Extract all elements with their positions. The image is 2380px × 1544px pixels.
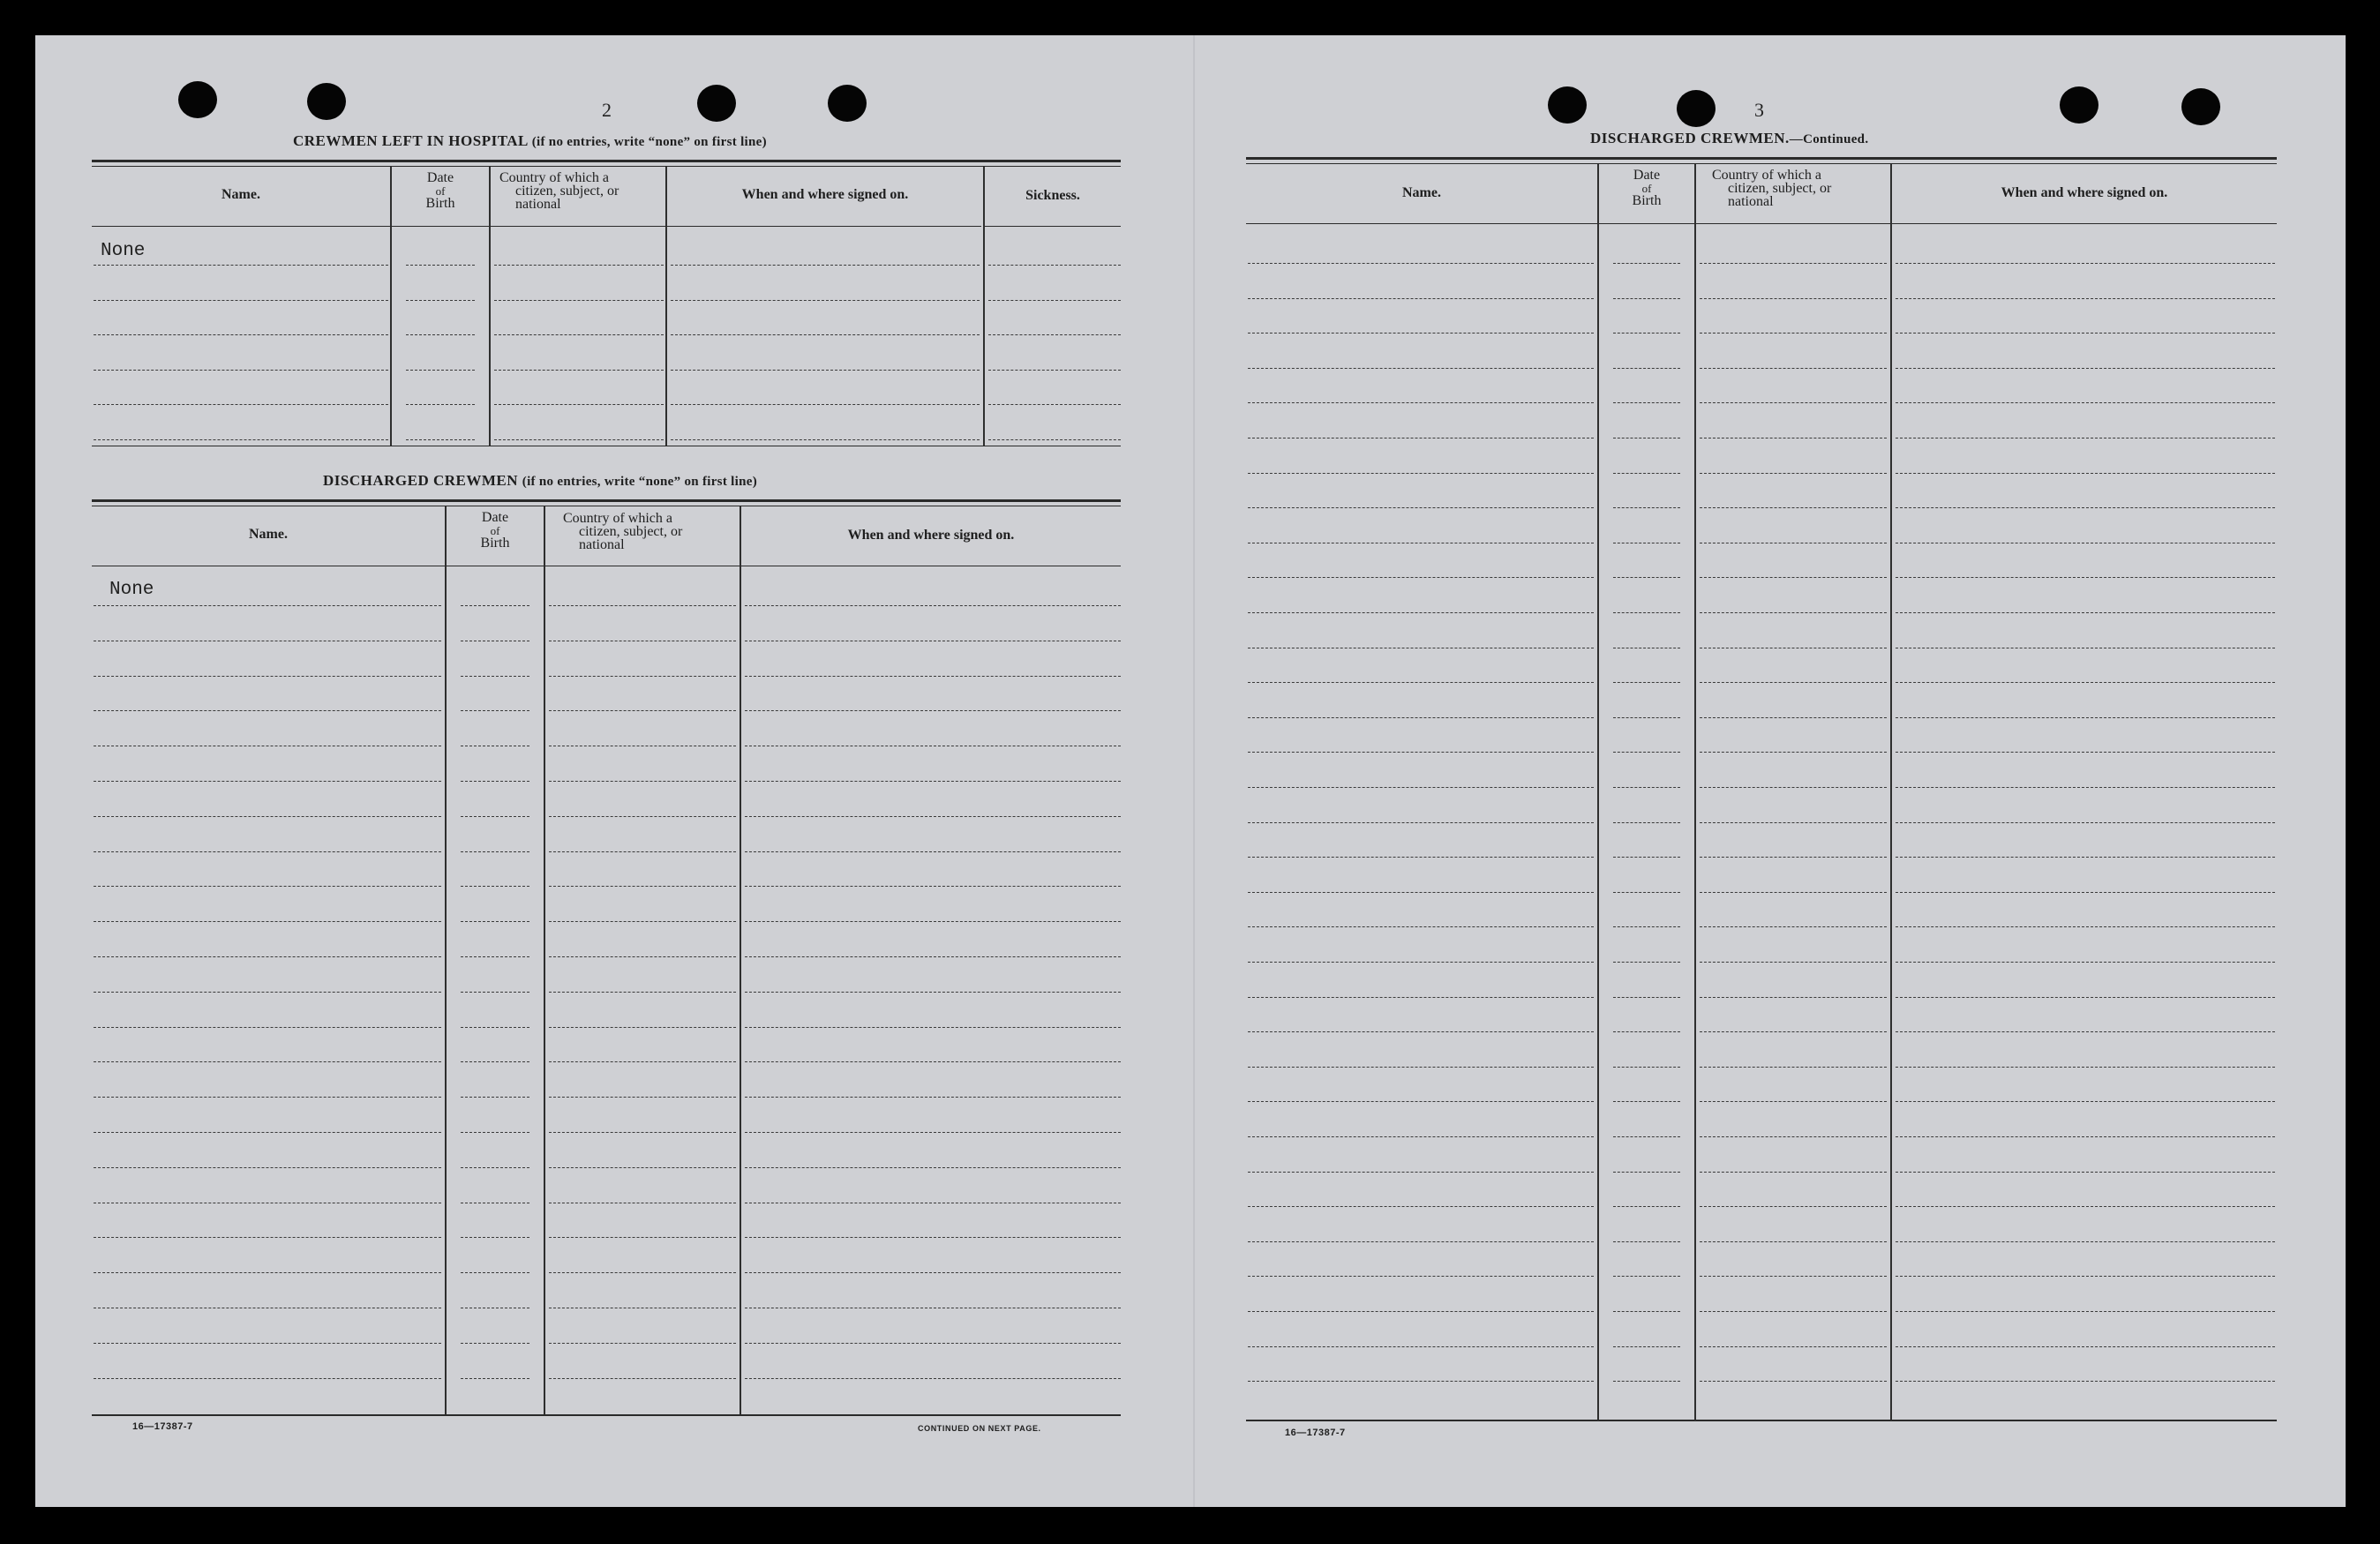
- column-header-name: Name.: [249, 527, 288, 542]
- column-header-signed: When and where signed on.: [2001, 185, 2168, 200]
- ruled-line: [1248, 892, 1594, 893]
- ruled-line: [1613, 402, 1680, 403]
- ruled-line: [461, 956, 529, 957]
- ruled-line: [1613, 962, 1680, 963]
- ruled-line: [1700, 1276, 1887, 1277]
- ruled-line: [94, 921, 441, 922]
- section-instruction: (if no entries, write “none” on first line): [531, 135, 767, 149]
- ruled-line: [1700, 787, 1887, 788]
- ruled-line: [1248, 822, 1594, 823]
- ruled-line: [1700, 333, 1887, 334]
- ruled-line: [1896, 1172, 2275, 1173]
- ruled-line: [549, 1097, 736, 1098]
- ruled-line: [1700, 507, 1887, 508]
- ruled-line: [745, 1097, 1121, 1098]
- ruled-line: [1700, 822, 1887, 823]
- ruled-line: [1896, 1311, 2275, 1312]
- ruled-line: [1700, 892, 1887, 893]
- ruled-line: [494, 265, 664, 266]
- page-fold: [1193, 35, 1195, 1507]
- ruled-line: [1248, 1206, 1594, 1207]
- punch-hole: [1548, 86, 1587, 124]
- ruled-line: [745, 1343, 1121, 1344]
- ruled-line: [1896, 507, 2275, 508]
- ruled-line: [1896, 926, 2275, 927]
- ruled-line: [1613, 926, 1680, 927]
- ruled-line: [1896, 473, 2275, 474]
- ruled-line: [1613, 473, 1680, 474]
- ruled-line: [1896, 822, 2275, 823]
- ruled-line: [988, 334, 1121, 335]
- ruled-line: [1700, 1136, 1887, 1137]
- ruled-line: [549, 851, 736, 852]
- ruled-line: [671, 439, 980, 440]
- ruled-line: [1248, 787, 1594, 788]
- ruled-line: [1248, 1067, 1594, 1068]
- ruled-line: [1248, 1136, 1594, 1137]
- ruled-line: [94, 781, 441, 782]
- ruled-line: [1896, 717, 2275, 718]
- punch-hole: [2060, 86, 2098, 124]
- document-sheet: [35, 35, 2346, 1507]
- ruled-line: [745, 781, 1121, 782]
- ruled-line: [1613, 857, 1680, 858]
- ruled-line: [406, 439, 475, 440]
- ruled-line: [1248, 717, 1594, 718]
- ruled-line: [745, 886, 1121, 887]
- ruled-line: [1613, 822, 1680, 823]
- column-header-name: Name.: [1402, 185, 1441, 200]
- ruled-line: [94, 404, 388, 405]
- column-header-country: Country of which a citizen, subject, or national: [563, 511, 683, 552]
- punch-hole: [1677, 90, 1716, 127]
- ruled-line: [461, 710, 529, 711]
- ruled-line: [461, 1237, 529, 1238]
- section-title-discharged: [323, 472, 757, 490]
- ruled-line: [1896, 1101, 2275, 1102]
- ruled-line: [94, 1343, 441, 1344]
- ruled-line: [461, 886, 529, 887]
- ruled-line: [745, 1027, 1121, 1028]
- ruled-line: [1896, 402, 2275, 403]
- ruled-line: [745, 1237, 1121, 1238]
- ruled-line: [1896, 682, 2275, 683]
- ruled-line: [549, 781, 736, 782]
- ruled-line: [671, 334, 980, 335]
- ruled-line: [1248, 857, 1594, 858]
- ruled-line: [1613, 787, 1680, 788]
- ruled-line: [1700, 263, 1887, 264]
- ruled-line: [461, 605, 529, 606]
- ruled-line: [1613, 997, 1680, 998]
- ruled-line: [549, 1061, 736, 1062]
- ruled-line: [1613, 612, 1680, 613]
- continued-note: CONTINUED ON NEXT PAGE.: [918, 1424, 1041, 1433]
- ruled-line: [1896, 1276, 2275, 1277]
- ruled-line: [1896, 1031, 2275, 1032]
- section-title-text: DISCHARGED CREWMEN: [323, 472, 519, 489]
- ruled-line: [1613, 717, 1680, 718]
- ruled-line: [94, 676, 441, 677]
- ruled-line: [1700, 1346, 1887, 1347]
- ruled-line: [461, 1097, 529, 1098]
- ruled-line: [94, 956, 441, 957]
- punch-hole: [178, 81, 217, 118]
- ruled-line: [94, 605, 441, 606]
- ruled-line: [94, 1132, 441, 1133]
- ruled-line: [1896, 333, 2275, 334]
- ruled-line: [1896, 962, 2275, 963]
- ruled-line: [94, 1097, 441, 1098]
- ruled-line: [549, 1132, 736, 1133]
- ruled-line: [671, 265, 980, 266]
- ruled-line: [1613, 1206, 1680, 1207]
- ruled-line: [1248, 263, 1594, 264]
- ruled-line: [1248, 1311, 1594, 1312]
- ruled-line: [1613, 1031, 1680, 1032]
- ruled-line: [94, 370, 388, 371]
- ruled-line: [745, 1167, 1121, 1168]
- table-entry-none: None: [109, 580, 154, 600]
- ruled-line: [1248, 368, 1594, 369]
- ruled-line: [745, 851, 1121, 852]
- ruled-line: [745, 710, 1121, 711]
- ruled-line: [1613, 1241, 1680, 1242]
- ruled-line: [1248, 1172, 1594, 1173]
- ruled-line: [461, 676, 529, 677]
- form-number: 16—17387-7: [132, 1421, 193, 1432]
- ruled-line: [1700, 577, 1887, 578]
- ruled-line: [1896, 612, 2275, 613]
- ruled-line: [1248, 962, 1594, 963]
- ruled-line: [549, 816, 736, 817]
- ruled-line: [1896, 263, 2275, 264]
- ruled-line: [745, 816, 1121, 817]
- ruled-line: [988, 370, 1121, 371]
- ruled-line: [549, 1343, 736, 1344]
- ruled-line: [1896, 298, 2275, 299]
- ruled-line: [1700, 1101, 1887, 1102]
- ruled-line: [1613, 507, 1680, 508]
- ruled-line: [461, 1027, 529, 1028]
- ruled-line: [1700, 1031, 1887, 1032]
- ruled-line: [1248, 1276, 1594, 1277]
- ruled-line: [1700, 1311, 1887, 1312]
- ruled-line: [1700, 997, 1887, 998]
- ruled-line: [1700, 612, 1887, 613]
- ruled-line: [1613, 1276, 1680, 1277]
- ruled-line: [745, 605, 1121, 606]
- ruled-line: [1700, 1381, 1887, 1382]
- ruled-line: [1896, 577, 2275, 578]
- ruled-line: [671, 370, 980, 371]
- column-header-name: Name.: [221, 187, 260, 202]
- ruled-line: [1613, 752, 1680, 753]
- ruled-line: [1700, 1206, 1887, 1207]
- ruled-line: [549, 921, 736, 922]
- ruled-line: [461, 781, 529, 782]
- ruled-line: [549, 605, 736, 606]
- section-instruction: (if no entries, write “none” on first line): [522, 475, 757, 489]
- ruled-line: [1248, 612, 1594, 613]
- ruled-line: [94, 334, 388, 335]
- ruled-line: [1613, 1172, 1680, 1173]
- ruled-line: [988, 404, 1121, 405]
- ruled-line: [494, 300, 664, 301]
- ruled-line: [1700, 1172, 1887, 1173]
- ruled-line: [745, 921, 1121, 922]
- ruled-line: [1613, 892, 1680, 893]
- ruled-line: [549, 1272, 736, 1273]
- punch-hole: [307, 83, 346, 120]
- ruled-line: [1896, 752, 2275, 753]
- column-header-dob: Date of Birth: [425, 170, 455, 211]
- ruled-line: [1248, 1381, 1594, 1382]
- ruled-line: [1700, 402, 1887, 403]
- ruled-line: [461, 1343, 529, 1344]
- column-header-signed: When and where signed on.: [847, 528, 1015, 543]
- ruled-line: [549, 710, 736, 711]
- ruled-line: [1248, 402, 1594, 403]
- ruled-line: [1700, 682, 1887, 683]
- ruled-line: [745, 1272, 1121, 1273]
- ruled-line: [94, 1237, 441, 1238]
- ruled-line: [1700, 473, 1887, 474]
- ruled-line: [494, 334, 664, 335]
- ruled-line: [494, 439, 664, 440]
- section-title-text: DISCHARGED CREWMEN.: [1590, 130, 1790, 146]
- ruled-line: [549, 1237, 736, 1238]
- ruled-line: [1248, 577, 1594, 578]
- ruled-line: [94, 265, 388, 266]
- ruled-line: [1700, 1067, 1887, 1068]
- ruled-line: [1248, 752, 1594, 753]
- ruled-line: [549, 992, 736, 993]
- ruled-line: [1700, 857, 1887, 858]
- ruled-line: [406, 334, 475, 335]
- ruled-line: [1248, 1346, 1594, 1347]
- column-header-dob: Date of Birth: [480, 510, 510, 551]
- ruled-line: [1248, 1031, 1594, 1032]
- ruled-line: [1896, 997, 2275, 998]
- ruled-line: [1613, 1136, 1680, 1137]
- ruled-line: [1896, 1381, 2275, 1382]
- column-header-country: Country of which a citizen, subject, or national: [499, 170, 619, 212]
- ruled-line: [94, 886, 441, 887]
- ruled-line: [1896, 892, 2275, 893]
- punch-hole: [828, 85, 867, 122]
- ruled-line: [494, 370, 664, 371]
- ruled-line: [745, 1378, 1121, 1379]
- ruled-line: [406, 370, 475, 371]
- column-header-country: Country of which a citizen, subject, or national: [1712, 168, 1832, 209]
- section-title-discharged-continued: [1590, 130, 1868, 147]
- column-header-sickness: Sickness.: [1025, 188, 1080, 203]
- ruled-line: [1613, 368, 1680, 369]
- ruled-line: [1248, 333, 1594, 334]
- ruled-line: [94, 1378, 441, 1379]
- page-number: 2: [602, 99, 612, 121]
- ruled-line: [94, 439, 388, 440]
- ruled-line: [1613, 1346, 1680, 1347]
- ruled-line: [1248, 1101, 1594, 1102]
- ruled-line: [461, 1061, 529, 1062]
- ruled-line: [988, 265, 1121, 266]
- ruled-line: [1613, 577, 1680, 578]
- ruled-line: [549, 1027, 736, 1028]
- ruled-line: [406, 300, 475, 301]
- page-number: 3: [1754, 99, 1764, 121]
- ruled-line: [94, 816, 441, 817]
- ruled-line: [1700, 717, 1887, 718]
- column-header-signed: When and where signed on.: [741, 187, 909, 202]
- ruled-line: [461, 1167, 529, 1168]
- ruled-line: [549, 1167, 736, 1168]
- ruled-line: [94, 1167, 441, 1168]
- ruled-line: [1896, 787, 2275, 788]
- ruled-line: [461, 816, 529, 817]
- ruled-line: [406, 404, 475, 405]
- ruled-line: [1700, 926, 1887, 927]
- ruled-line: [461, 1272, 529, 1273]
- table-entry-none: None: [101, 241, 146, 261]
- ruled-line: [1700, 1241, 1887, 1242]
- section-title-text: CREWMEN LEFT IN HOSPITAL: [293, 132, 528, 149]
- ruled-line: [1896, 1241, 2275, 1242]
- ruled-line: [745, 1132, 1121, 1133]
- ruled-line: [94, 300, 388, 301]
- ruled-line: [1896, 1136, 2275, 1137]
- ruled-line: [1896, 857, 2275, 858]
- ruled-line: [1896, 1206, 2275, 1207]
- ruled-line: [988, 300, 1121, 301]
- ruled-line: [671, 300, 980, 301]
- ruled-line: [94, 1061, 441, 1062]
- ruled-line: [1896, 368, 2275, 369]
- ruled-line: [1700, 962, 1887, 963]
- ruled-line: [1613, 263, 1680, 264]
- ruled-line: [745, 676, 1121, 677]
- ruled-line: [1613, 333, 1680, 334]
- ruled-line: [94, 851, 441, 852]
- ruled-line: [549, 956, 736, 957]
- ruled-line: [94, 710, 441, 711]
- punch-hole: [697, 85, 736, 122]
- ruled-line: [1613, 298, 1680, 299]
- ruled-line: [1248, 997, 1594, 998]
- ruled-line: [94, 992, 441, 993]
- ruled-line: [1896, 1067, 2275, 1068]
- ruled-line: [1613, 1311, 1680, 1312]
- ruled-line: [671, 404, 980, 405]
- ruled-line: [745, 1061, 1121, 1062]
- ruled-line: [1896, 1346, 2275, 1347]
- ruled-line: [1248, 473, 1594, 474]
- punch-hole: [2181, 88, 2220, 125]
- ruled-line: [1700, 368, 1887, 369]
- ruled-line: [1248, 298, 1594, 299]
- ruled-line: [1248, 507, 1594, 508]
- ruled-line: [549, 1378, 736, 1379]
- section-title-suffix: —Continued.: [1789, 132, 1869, 146]
- ruled-line: [461, 1378, 529, 1379]
- ruled-line: [1700, 752, 1887, 753]
- ruled-line: [1613, 1067, 1680, 1068]
- section-title-hospital: [293, 132, 767, 150]
- column-header-dob: Date of Birth: [1632, 168, 1662, 208]
- ruled-line: [1700, 298, 1887, 299]
- ruled-line: [406, 265, 475, 266]
- ruled-line: [1248, 1241, 1594, 1242]
- ruled-line: [94, 1272, 441, 1273]
- ruled-line: [988, 439, 1121, 440]
- ruled-line: [1613, 1381, 1680, 1382]
- ruled-line: [461, 1132, 529, 1133]
- ruled-line: [745, 956, 1121, 957]
- form-number: 16—17387-7: [1285, 1428, 1346, 1438]
- ruled-line: [461, 921, 529, 922]
- ruled-line: [494, 404, 664, 405]
- ruled-line: [1248, 926, 1594, 927]
- ruled-line: [94, 1027, 441, 1028]
- ruled-line: [1248, 682, 1594, 683]
- ruled-line: [461, 992, 529, 993]
- ruled-line: [1613, 682, 1680, 683]
- ruled-line: [549, 886, 736, 887]
- ruled-line: [1613, 1101, 1680, 1102]
- ruled-line: [745, 992, 1121, 993]
- ruled-line: [549, 676, 736, 677]
- ruled-line: [461, 851, 529, 852]
